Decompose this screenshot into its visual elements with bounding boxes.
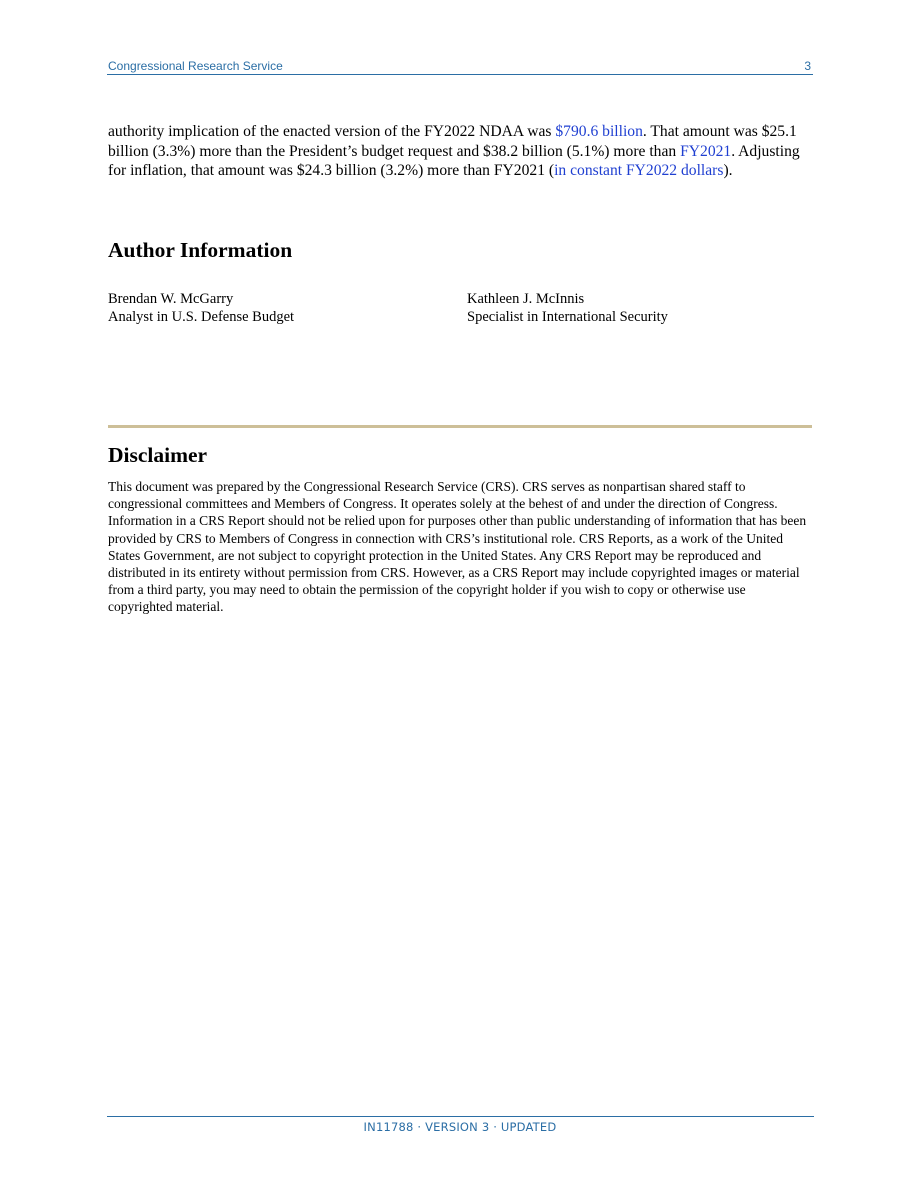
header-title: Congressional Research Service bbox=[108, 59, 283, 73]
body-text-3: . Adjusting for inflation, that amount was $24.3 billion (3.2%) more than FY2021 ( bbox=[108, 142, 800, 179]
author-info-heading: Author Information bbox=[108, 238, 293, 262]
author-name: Brendan W. McGarry bbox=[108, 291, 234, 307]
section-divider bbox=[108, 425, 812, 428]
body-text-4: ). bbox=[723, 162, 733, 179]
disclaimer-heading: Disclaimer bbox=[108, 443, 208, 467]
body-text-1: authority implication of the enacted version of the FY2022 NDAA was bbox=[108, 123, 556, 140]
link-constant-dollars[interactable]: in constant FY2022 dollars bbox=[554, 162, 724, 179]
page-number: 3 bbox=[804, 59, 811, 73]
body-paragraph bbox=[108, 122, 813, 181]
footer-divider bbox=[107, 1116, 814, 1117]
author-block-1 bbox=[108, 290, 294, 326]
disclaimer-text: This document was prepared by the Congressional Research Service (CRS). CRS serves as nonpartisan shared staff to congressional committees and Members of Congress. It operates solely at the behest of and under the direction of Congress. Information in a CRS Report should not be relied upon for purposes other than public understanding of information that has been provided by CRS to Members of Congress in connection with CRS’s institutional role. CRS Reports, as a work of the United States Government, are not subject to copyright protection in the United States. Any CRS Report may be reproduced and distributed in its entirety without permission from CRS. However, as a CRS Report may include copyrighted images or material from a third party, you may need to obtain the permission of the copyright holder if you wish to copy or otherwise use copyrighted material. bbox=[108, 479, 807, 615]
page-header bbox=[107, 58, 813, 75]
author-name: Kathleen J. McInnis bbox=[467, 291, 585, 307]
body-text-2: . That amount was $25.1 billion (3.3%) more than the President’s budget request and $38.2 billion (5.1%) more than bbox=[108, 123, 797, 160]
link-790-billion[interactable]: $790.6 billion bbox=[555, 123, 643, 140]
author-title: Analyst in U.S. Defense Budget bbox=[108, 309, 295, 325]
link-fy2021[interactable]: FY2021 bbox=[680, 142, 732, 160]
author-block-2 bbox=[467, 290, 668, 326]
footer-text: IN11788 · VERSION 3 · UPDATED bbox=[363, 1120, 557, 1134]
author-title: Specialist in International Security bbox=[467, 309, 668, 325]
